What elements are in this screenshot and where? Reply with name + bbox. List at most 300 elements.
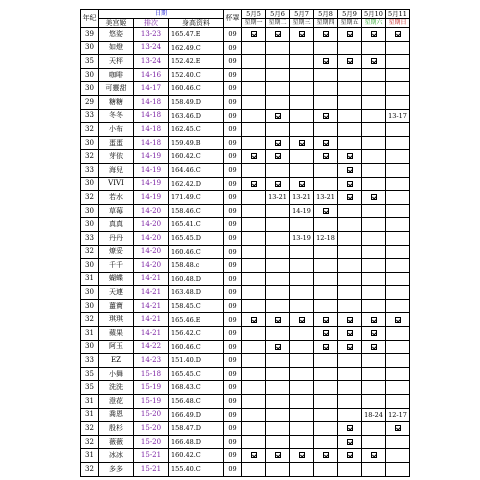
day-cell <box>242 204 266 218</box>
header-date: 5月7 <box>290 10 314 19</box>
name-cell: 可靈甜 <box>99 82 134 96</box>
day-cell <box>338 381 362 395</box>
checkmark-icon <box>299 181 305 187</box>
table-row <box>81 272 410 286</box>
age-cell: 30 <box>81 218 99 232</box>
day-cell <box>362 259 386 273</box>
cup-cell: 09 <box>224 55 242 69</box>
day-cell <box>290 395 314 409</box>
age-cell: 32 <box>81 422 99 436</box>
name-cell: 如燈 <box>99 41 134 55</box>
code-cell: 15-19 <box>134 395 169 409</box>
table-row <box>81 286 410 300</box>
checkbox-checked-icon <box>386 28 410 42</box>
name-cell: 小舞 <box>99 367 134 381</box>
day-cell <box>266 354 290 368</box>
checkmark-icon <box>371 344 377 350</box>
cup-cell: 09 <box>224 177 242 191</box>
day-cell <box>362 204 386 218</box>
checkbox-checked-icon <box>314 109 338 123</box>
day-cell <box>266 68 290 82</box>
checkmark-icon <box>323 31 329 37</box>
code-cell: 14-17 <box>134 82 169 96</box>
measurements-cell: 162.49.C <box>169 41 224 55</box>
checkmark-icon <box>347 181 353 187</box>
day-cell <box>314 123 338 137</box>
measurements-cell: 155.40.C <box>169 463 224 477</box>
cup-cell: 09 <box>224 68 242 82</box>
day-cell <box>314 68 338 82</box>
day-cell <box>290 340 314 354</box>
day-cell <box>386 177 410 191</box>
day-cell <box>290 272 314 286</box>
cup-cell: 09 <box>224 286 242 300</box>
checkbox-checked-icon <box>362 191 386 205</box>
measurements-cell: 160.42.C <box>169 150 224 164</box>
checkbox-checked-icon <box>338 449 362 463</box>
checkmark-icon <box>371 31 377 37</box>
day-cell <box>386 381 410 395</box>
age-cell: 32 <box>81 245 99 259</box>
cup-cell: 09 <box>224 463 242 477</box>
header-weekday: 星期一 <box>242 19 266 28</box>
measurements-cell: 160.46.C <box>169 340 224 354</box>
table-row <box>81 313 410 327</box>
table-row <box>81 163 410 177</box>
day-cell <box>266 95 290 109</box>
day-cell <box>338 367 362 381</box>
checkbox-checked-icon <box>314 136 338 150</box>
code-cell: 14-19 <box>134 163 169 177</box>
day-cell <box>338 463 362 477</box>
header-weekday: 星期五 <box>338 19 362 28</box>
measurements-cell: 165.47.E <box>169 28 224 42</box>
checkmark-icon <box>275 452 281 458</box>
cup-cell: 09 <box>224 41 242 55</box>
day-cell <box>290 367 314 381</box>
code-cell: 14-21 <box>134 299 169 313</box>
day-cell <box>290 435 314 449</box>
checkmark-icon <box>251 181 257 187</box>
day-cell <box>242 327 266 341</box>
header-date: 5月6 <box>266 10 290 19</box>
day-cell <box>386 68 410 82</box>
checkbox-checked-icon <box>362 449 386 463</box>
checkbox-checked-icon <box>266 150 290 164</box>
age-cell: 32 <box>81 150 99 164</box>
checkbox-checked-icon <box>314 150 338 164</box>
checkmark-icon <box>371 194 377 200</box>
day-cell <box>242 435 266 449</box>
name-cell: 丹丹 <box>99 231 134 245</box>
measurements-cell: 152.42.E <box>169 55 224 69</box>
code-cell: 13-24 <box>134 55 169 69</box>
day-cell <box>314 163 338 177</box>
checkmark-icon <box>251 452 257 458</box>
code-cell: 15-20 <box>134 422 169 436</box>
day-cell <box>386 395 410 409</box>
day-cell <box>242 109 266 123</box>
day-cell <box>362 82 386 96</box>
measurements-cell: 171.49.C <box>169 191 224 205</box>
day-cell <box>386 272 410 286</box>
code-cell: 15-19 <box>134 381 169 395</box>
measurements-cell: 159.49.B <box>169 136 224 150</box>
cup-cell: 09 <box>224 245 242 259</box>
cup-cell: 09 <box>224 150 242 164</box>
checkbox-checked-icon <box>362 340 386 354</box>
table-row <box>81 449 410 463</box>
day-cell <box>338 109 362 123</box>
day-cell <box>386 55 410 69</box>
checkbox-checked-icon <box>338 435 362 449</box>
cup-cell: 09 <box>224 231 242 245</box>
name-cell: 阿玉 <box>99 340 134 354</box>
day-cell <box>386 354 410 368</box>
cup-cell: 09 <box>224 422 242 436</box>
checkmark-icon <box>323 58 329 64</box>
day-cell <box>314 381 338 395</box>
day-cell <box>242 381 266 395</box>
age-cell: 32 <box>81 313 99 327</box>
name-cell: 糖糖 <box>99 95 134 109</box>
day-cell <box>338 82 362 96</box>
schedule-table <box>80 9 410 477</box>
table-row <box>81 123 410 137</box>
checkmark-icon <box>275 113 281 119</box>
day-cell <box>290 123 314 137</box>
day-cell <box>362 422 386 436</box>
age-cell: 33 <box>81 163 99 177</box>
day-cell <box>266 231 290 245</box>
day-cell <box>290 109 314 123</box>
checkbox-checked-icon <box>242 449 266 463</box>
code-cell: 15-20 <box>134 435 169 449</box>
table-row <box>81 327 410 341</box>
checkbox-checked-icon <box>314 327 338 341</box>
table-row <box>81 259 410 273</box>
measurements-cell: 156.48.C <box>169 395 224 409</box>
day-cell <box>266 259 290 273</box>
day-cell <box>290 68 314 82</box>
day-cell <box>362 286 386 300</box>
day-cell <box>290 463 314 477</box>
measurements-cell: 160.42.C <box>169 449 224 463</box>
checkmark-icon <box>395 425 401 431</box>
checkmark-icon <box>347 452 353 458</box>
checkbox-checked-icon <box>242 313 266 327</box>
age-cell: 30 <box>81 68 99 82</box>
day-cell <box>338 136 362 150</box>
measurements-cell: 164.46.C <box>169 163 224 177</box>
measurements-cell: 160.48.D <box>169 272 224 286</box>
checkmark-icon <box>395 31 401 37</box>
day-cell <box>386 286 410 300</box>
header-name: 美宫姬 <box>99 19 134 28</box>
checkbox-checked-icon <box>338 177 362 191</box>
checkbox-checked-icon <box>242 28 266 42</box>
day-cell <box>314 259 338 273</box>
day-cell <box>386 245 410 259</box>
name-cell: 天連 <box>99 286 134 300</box>
checkbox-checked-icon <box>242 177 266 191</box>
cup-cell: 09 <box>224 204 242 218</box>
day-cell <box>386 299 410 313</box>
age-cell: 30 <box>81 136 99 150</box>
day-cell <box>290 422 314 436</box>
day-cell <box>290 245 314 259</box>
day-cell <box>290 150 314 164</box>
code-cell: 14-21 <box>134 286 169 300</box>
day-cell <box>386 435 410 449</box>
checkbox-checked-icon <box>314 313 338 327</box>
day-cell <box>338 123 362 137</box>
checkbox-checked-icon <box>266 313 290 327</box>
day-cell <box>386 123 410 137</box>
code-cell: 14-19 <box>134 177 169 191</box>
day-cell <box>266 381 290 395</box>
table-row <box>81 191 410 205</box>
measurements-cell: 165.45.C <box>169 367 224 381</box>
measurements-cell: 163.48.D <box>169 286 224 300</box>
day-cell <box>338 41 362 55</box>
code-cell: 14-18 <box>134 95 169 109</box>
checkbox-checked-icon <box>242 150 266 164</box>
checkbox-checked-icon <box>386 422 410 436</box>
day-cell <box>242 340 266 354</box>
age-cell: 33 <box>81 231 99 245</box>
header-age: 年纪 <box>81 10 99 28</box>
day-cell <box>338 286 362 300</box>
table-row <box>81 231 410 245</box>
day-cell <box>266 299 290 313</box>
measurements-cell: 165.41.C <box>169 218 224 232</box>
day-cell <box>362 123 386 137</box>
day-cell <box>266 123 290 137</box>
name-cell: VIVI <box>99 177 134 191</box>
checkmark-icon <box>323 344 329 350</box>
day-cell <box>242 354 266 368</box>
day-cell <box>338 204 362 218</box>
cup-cell: 09 <box>224 340 242 354</box>
checkbox-checked-icon <box>338 327 362 341</box>
checkmark-icon <box>299 140 305 146</box>
day-cell <box>314 395 338 409</box>
checkmark-icon <box>347 167 353 173</box>
day-cell <box>290 163 314 177</box>
code-cell: 14-19 <box>134 150 169 164</box>
age-cell: 35 <box>81 367 99 381</box>
checkmark-icon <box>251 317 257 323</box>
code-cell: 14-20 <box>134 204 169 218</box>
day-cell <box>386 136 410 150</box>
checkmark-icon <box>347 31 353 37</box>
day-cell <box>314 408 338 422</box>
day-cell <box>266 218 290 232</box>
age-cell: 33 <box>81 354 99 368</box>
checkmark-icon <box>323 208 329 214</box>
day-cell <box>242 395 266 409</box>
measurements-cell: 160.46.C <box>169 82 224 96</box>
name-cell: 喬恩 <box>99 408 134 422</box>
day-cell <box>386 163 410 177</box>
header-date: 5月8 <box>314 10 338 19</box>
checkbox-checked-icon <box>290 449 314 463</box>
cup-cell: 09 <box>224 109 242 123</box>
checkmark-icon <box>275 317 281 323</box>
cup-cell: 09 <box>224 82 242 96</box>
age-cell: 30 <box>81 299 99 313</box>
day-cell <box>338 299 362 313</box>
day-cell <box>314 299 338 313</box>
table-row <box>81 354 410 368</box>
day-cell <box>314 82 338 96</box>
name-cell: 冰冰 <box>99 449 134 463</box>
day-cell <box>290 82 314 96</box>
cup-cell: 09 <box>224 435 242 449</box>
day-cell <box>242 218 266 232</box>
age-cell: 31 <box>81 408 99 422</box>
measurements-cell: 152.40.C <box>169 68 224 82</box>
checkmark-icon <box>299 452 305 458</box>
day-cell <box>290 218 314 232</box>
checkmark-icon <box>347 153 353 159</box>
measurements-cell: 166.48.D <box>169 435 224 449</box>
day-cell <box>314 272 338 286</box>
checkmark-icon <box>275 31 281 37</box>
header-measurements: 身高资料 <box>169 19 224 28</box>
code-cell: 14-18 <box>134 123 169 137</box>
day-cell <box>314 95 338 109</box>
checkbox-checked-icon <box>266 177 290 191</box>
checkmark-icon <box>323 452 329 458</box>
name-cell: 蘋果 <box>99 327 134 341</box>
day-cell <box>266 272 290 286</box>
day-cell <box>290 327 314 341</box>
cup-cell: 09 <box>224 28 242 42</box>
day-cell <box>338 95 362 109</box>
header-date: 5月10 <box>362 10 386 19</box>
checkbox-checked-icon <box>290 28 314 42</box>
day-cell <box>338 259 362 273</box>
code-cell: 14-21 <box>134 327 169 341</box>
checkbox-checked-icon <box>290 313 314 327</box>
age-cell: 30 <box>81 340 99 354</box>
day-cell <box>242 463 266 477</box>
measurements-cell: 165.45.D <box>169 231 224 245</box>
measurements-cell: 160.46.C <box>169 245 224 259</box>
code-cell: 14-20 <box>134 245 169 259</box>
day-cell <box>266 463 290 477</box>
cup-cell: 09 <box>224 327 242 341</box>
header-date: 5月5 <box>242 10 266 19</box>
age-cell: 31 <box>81 449 99 463</box>
checkmark-icon <box>371 452 377 458</box>
table-row <box>81 28 410 42</box>
code-cell: 14-20 <box>134 218 169 232</box>
day-cell <box>266 435 290 449</box>
checkmark-icon <box>347 425 353 431</box>
table-row <box>81 381 410 395</box>
checkmark-icon <box>275 153 281 159</box>
day-cell <box>242 191 266 205</box>
code-cell: 15-20 <box>134 408 169 422</box>
day-cell <box>290 381 314 395</box>
name-cell: 洗洗 <box>99 381 134 395</box>
age-cell: 30 <box>81 41 99 55</box>
checkmark-icon <box>323 153 329 159</box>
day-cell <box>362 231 386 245</box>
name-cell: 若水 <box>99 191 134 205</box>
day-cell <box>386 150 410 164</box>
table-row <box>81 109 410 123</box>
day-cell: 14-19 <box>290 204 314 218</box>
day-cell <box>266 408 290 422</box>
checkbox-checked-icon <box>338 55 362 69</box>
day-cell <box>242 163 266 177</box>
day-cell <box>290 41 314 55</box>
day-cell <box>314 41 338 55</box>
measurements-cell: 158.49.D <box>169 95 224 109</box>
name-cell: 澄花 <box>99 395 134 409</box>
age-cell: 32 <box>81 191 99 205</box>
table-row <box>81 177 410 191</box>
checkbox-checked-icon <box>266 136 290 150</box>
checkbox-checked-icon <box>314 204 338 218</box>
table-row <box>81 41 410 55</box>
day-cell <box>242 41 266 55</box>
day-cell <box>362 41 386 55</box>
day-cell <box>242 245 266 259</box>
cup-cell: 09 <box>224 218 242 232</box>
header-cup: 杯罩 <box>224 10 242 28</box>
name-cell: 蛋蛋 <box>99 136 134 150</box>
day-cell <box>290 299 314 313</box>
age-cell: 30 <box>81 259 99 273</box>
checkbox-checked-icon <box>290 177 314 191</box>
day-cell <box>314 286 338 300</box>
checkbox-checked-icon <box>362 313 386 327</box>
code-cell: 14-22 <box>134 340 169 354</box>
day-cell <box>362 245 386 259</box>
day-cell <box>290 259 314 273</box>
day-cell <box>362 177 386 191</box>
day-cell <box>242 68 266 82</box>
day-cell <box>386 327 410 341</box>
day-cell <box>314 367 338 381</box>
age-cell: 32 <box>81 463 99 477</box>
checkbox-checked-icon <box>338 150 362 164</box>
day-cell <box>362 463 386 477</box>
age-cell: 39 <box>81 28 99 42</box>
day-cell <box>386 95 410 109</box>
day-cell <box>386 449 410 463</box>
day-cell <box>362 272 386 286</box>
day-cell: 18-24 <box>362 408 386 422</box>
day-cell <box>242 259 266 273</box>
checkmark-icon <box>323 140 329 146</box>
table-row <box>81 136 410 150</box>
name-cell: 薇薇 <box>99 435 134 449</box>
name-cell: 小布 <box>99 123 134 137</box>
name-cell: 咖啡 <box>99 68 134 82</box>
cup-cell: 09 <box>224 449 242 463</box>
checkbox-checked-icon <box>314 28 338 42</box>
table-row <box>81 422 410 436</box>
name-cell: 殷杉 <box>99 422 134 436</box>
day-cell <box>266 245 290 259</box>
day-cell <box>314 422 338 436</box>
